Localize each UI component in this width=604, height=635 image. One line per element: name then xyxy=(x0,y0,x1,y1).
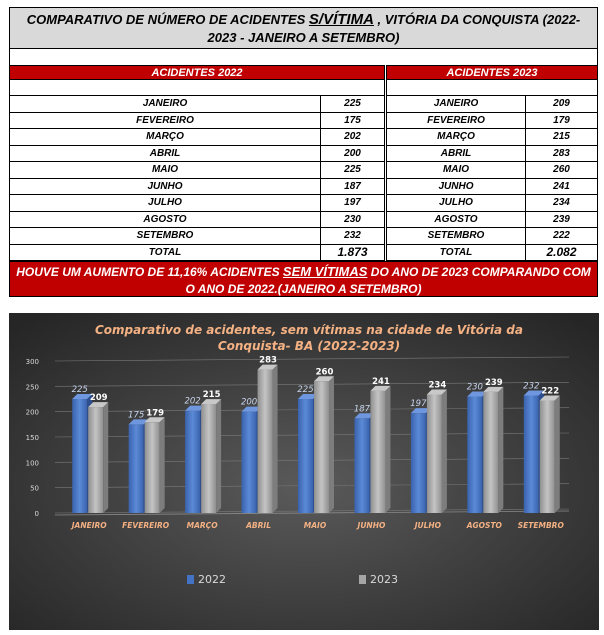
data-label-2022-fevereiro: 175 xyxy=(128,410,145,421)
data-label-2023-agosto: 239 xyxy=(484,377,503,388)
value-cell-2023: 241 xyxy=(526,179,598,195)
table-2022 xyxy=(9,65,385,261)
total-row-2023 xyxy=(386,245,598,262)
table-row xyxy=(9,129,385,146)
bar-2022-março xyxy=(185,411,200,513)
y-tick-label: 100 xyxy=(25,459,39,468)
table-title-prefix: COMPARATIVO DE NÚMERO DE ACIDENTES xyxy=(26,12,309,27)
y-tick-label: 150 xyxy=(25,434,39,442)
x-tick-label-março: MARÇO xyxy=(186,521,218,530)
month-cell-2022: AGOSTO xyxy=(9,212,321,228)
month-cell-2022: SETEMBRO xyxy=(9,228,321,244)
y-tick-label: 0 xyxy=(34,510,39,518)
y-tick-label: 50 xyxy=(30,484,39,493)
value-cell-2022: 202 xyxy=(321,129,385,145)
table-columns xyxy=(9,65,598,261)
value-cell-2023: 215 xyxy=(526,129,598,145)
table-row xyxy=(386,129,598,146)
header-2023: ACIDENTES 2023 xyxy=(386,65,598,80)
table-row xyxy=(9,228,385,245)
table-row xyxy=(386,113,598,130)
chart-svg xyxy=(9,313,599,630)
month-cell-2023: JANEIRO xyxy=(386,96,526,112)
data-label-2023-julho: 234 xyxy=(428,380,447,391)
month-cell-2022: JANEIRO xyxy=(9,96,321,112)
value-cell-2023: 260 xyxy=(526,162,598,178)
data-label-2022-agosto: 230 xyxy=(466,382,483,393)
table-row xyxy=(386,96,598,113)
month-cell-2023: ABRIL xyxy=(386,146,526,162)
bar-side-2023-janeiro xyxy=(103,402,108,513)
month-cell-2022: FEVEREIRO xyxy=(9,113,321,129)
month-cell-2023: FEVEREIRO xyxy=(386,113,526,129)
bar-side-2023-fevereiro xyxy=(160,417,165,513)
note-emphasis: SEM VÍTIMAS xyxy=(282,264,368,279)
month-cell-2023: MARÇO xyxy=(386,129,526,145)
legend-label-2023: 2023 xyxy=(370,573,398,586)
bar-2022-janeiro xyxy=(72,399,87,513)
value-cell-2022: 225 xyxy=(321,162,385,178)
month-cell-2022: JUNHO xyxy=(9,179,321,195)
month-cell-2023: JULHO xyxy=(386,195,526,211)
data-label-2022-janeiro: 225 xyxy=(71,385,88,395)
x-axis-labels xyxy=(70,521,565,530)
data-label-2022-setembro: 232 xyxy=(523,381,540,392)
value-cell-2023: 179 xyxy=(526,113,598,129)
table-2023 xyxy=(386,65,598,261)
data-label-2022-abril: 200 xyxy=(240,397,258,408)
data-label-2023-janeiro: 209 xyxy=(89,393,108,404)
table-title-line2: 2023 - JANEIRO A SETEMBRO) xyxy=(207,30,400,45)
rows-2023 xyxy=(386,96,598,245)
value-cell-2022: 197 xyxy=(321,195,385,211)
note-line2: O ANO DE 2022.(JANEIRO A SETEMBRO) xyxy=(185,282,422,296)
x-tick-label-julho: JULHO xyxy=(414,521,442,530)
month-cell-2022: MAIO xyxy=(9,162,321,178)
bar-2023-julho xyxy=(427,394,442,513)
month-cell-2023: SETEMBRO xyxy=(386,228,526,244)
x-tick-label-janeiro: JANEIRO xyxy=(71,521,107,530)
data-label-2023-junho: 241 xyxy=(372,376,390,387)
chart-title-line1: Comparativo de acidentes, sem vítimas na cidade de Vitória da xyxy=(95,323,523,337)
data-label-2023-maio: 260 xyxy=(315,367,334,378)
bar-2023-setembro xyxy=(540,401,555,513)
table-row xyxy=(386,195,598,212)
x-tick-label-fevereiro: FEVEREIRO xyxy=(122,521,170,530)
bar-2023-fevereiro xyxy=(145,422,160,513)
bar-2022-julho xyxy=(411,413,426,513)
bar-side-2023-setembro xyxy=(555,396,560,513)
table-row xyxy=(386,212,598,229)
bar-2022-abril xyxy=(242,412,257,513)
value-cell-2023: 209 xyxy=(526,96,598,112)
value-cell-2022: 225 xyxy=(321,96,385,112)
bar-side-2023-agosto xyxy=(498,387,503,513)
bar-side-2023-julho xyxy=(442,389,447,513)
bar-2022-setembro xyxy=(524,395,539,513)
data-label-2022-julho: 197 xyxy=(410,399,427,410)
total-label-2023: TOTAL xyxy=(386,245,526,261)
legend-swatch-2023 xyxy=(359,575,366,584)
bar-2022-agosto xyxy=(467,396,482,513)
bar-2023-abril xyxy=(258,370,273,513)
table-title xyxy=(9,7,598,49)
bar-2023-maio xyxy=(314,381,329,513)
bar-2022-maio xyxy=(298,399,313,513)
bar-side-2023-maio xyxy=(329,376,334,513)
bar-2023-janeiro xyxy=(88,407,103,513)
table-row xyxy=(386,162,598,179)
table-row xyxy=(9,113,385,130)
value-cell-2022: 232 xyxy=(321,228,385,244)
bar-2022-fevereiro xyxy=(129,424,144,513)
table-row xyxy=(9,179,385,196)
value-cell-2023: 222 xyxy=(526,228,598,244)
data-label-2023-março: 215 xyxy=(202,390,221,401)
value-cell-2023: 283 xyxy=(526,146,598,162)
data-label-2023-setembro: 222 xyxy=(541,386,560,397)
total-label-2022: TOTAL xyxy=(9,245,321,261)
note-suffix: DO ANO DE 2023 COMPARANDO COM xyxy=(367,265,591,279)
table-row xyxy=(9,146,385,163)
total-value-2022: 1.873 xyxy=(321,245,385,261)
value-cell-2023: 239 xyxy=(526,212,598,228)
table-title-emphasis: S/VÍTIMA xyxy=(308,11,374,28)
y-tick-label: 250 xyxy=(25,383,39,392)
month-cell-2022: JULHO xyxy=(9,195,321,211)
table-row xyxy=(9,212,385,229)
chart-title-line2: Conquista- BA (2022-2023) xyxy=(217,339,401,353)
data-label-2023-fevereiro: 179 xyxy=(146,408,165,419)
bar-side-2023-março xyxy=(216,399,221,513)
value-cell-2022: 230 xyxy=(321,212,385,228)
table-row xyxy=(9,96,385,113)
data-label-2022-maio: 225 xyxy=(297,385,314,395)
table-row xyxy=(9,195,385,212)
table-title-suffix: , VITÓRIA DA CONQUISTA (2022- xyxy=(373,12,581,27)
table-row xyxy=(386,179,598,196)
x-tick-label-setembro: SETEMBRO xyxy=(517,521,564,530)
table-row xyxy=(386,228,598,245)
y-tick-label: 300 xyxy=(25,358,39,366)
data-label-2023-abril: 283 xyxy=(259,355,277,366)
month-cell-2023: MAIO xyxy=(386,162,526,178)
bar-side-2023-abril xyxy=(273,365,278,513)
total-row-2022 xyxy=(9,245,385,262)
bar-2023-junho xyxy=(370,391,385,513)
table-spacer xyxy=(9,49,598,65)
bar-side-2023-junho xyxy=(385,386,390,513)
y-tick-label: 200 xyxy=(25,408,39,417)
bar-2023-agosto xyxy=(483,392,498,513)
table-row xyxy=(9,162,385,179)
value-cell-2022: 187 xyxy=(321,179,385,195)
total-value-2023: 2.082 xyxy=(526,245,598,261)
legend-label-2022: 2022 xyxy=(198,573,226,586)
month-cell-2023: JUNHO xyxy=(386,179,526,195)
blank-row-2022 xyxy=(9,80,385,96)
accident-table xyxy=(9,7,598,297)
value-cell-2023: 234 xyxy=(526,195,598,211)
x-tick-label-abril: ABRIL xyxy=(246,521,271,530)
month-cell-2022: MARÇO xyxy=(9,129,321,145)
table-row xyxy=(386,146,598,163)
x-tick-label-agosto: AGOSTO xyxy=(466,521,502,530)
x-tick-label-junho: JUNHO xyxy=(357,521,386,530)
month-cell-2023: AGOSTO xyxy=(386,212,526,228)
legend-swatch-2022 xyxy=(187,575,194,584)
data-label-2022-junho: 187 xyxy=(353,404,371,415)
data-label-2022-março: 202 xyxy=(184,396,201,407)
increase-note xyxy=(9,261,598,297)
x-tick-label-maio: MAIO xyxy=(303,521,327,530)
header-2022: ACIDENTES 2022 xyxy=(9,65,385,80)
value-cell-2022: 175 xyxy=(321,113,385,129)
blank-row-2023 xyxy=(386,80,598,96)
note-prefix: HOUVE UM AUMENTO DE 11,16% ACIDENTES xyxy=(16,265,283,279)
rows-2022 xyxy=(9,96,385,245)
bar-2022-junho xyxy=(354,418,369,513)
month-cell-2022: ABRIL xyxy=(9,146,321,162)
value-cell-2022: 200 xyxy=(321,146,385,162)
bar-chart xyxy=(9,313,599,630)
bar-2023-março xyxy=(201,404,216,513)
